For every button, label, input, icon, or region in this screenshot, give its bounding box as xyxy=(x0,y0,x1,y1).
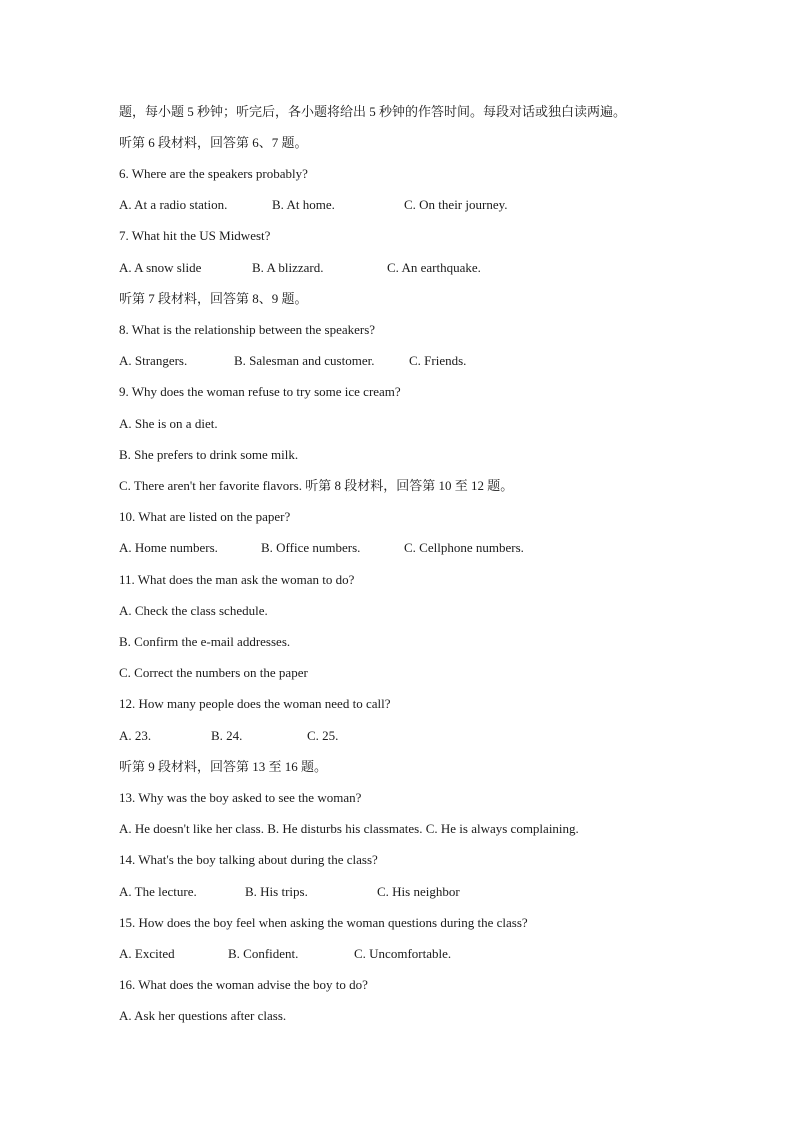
option-b: B. Confident. xyxy=(228,946,299,961)
question-16: 16. What does the woman advise the boy to do? xyxy=(119,977,368,992)
option-a: A. At a radio station. xyxy=(119,197,228,212)
option-c: C. On their journey. xyxy=(404,197,508,212)
section-heading-6: 听第 6 段材料，回答第 6、7 题。 xyxy=(119,135,308,150)
question-9: 9. Why does the woman refuse to try some ice cream? xyxy=(119,384,401,399)
option-11c: C. Correct the numbers on the paper xyxy=(119,665,308,680)
option-b: B. A blizzard. xyxy=(252,260,324,275)
option-b: B. Salesman and customer. xyxy=(234,353,375,368)
option-b: B. His trips. xyxy=(245,884,308,899)
option-9c-and-section-heading-8: C. There aren't her favorite flavors. 听第 8 段材料，回答第 10 至 12 题。 xyxy=(119,478,514,493)
option-b: B. 24. xyxy=(211,728,243,743)
option-a: A. Strangers. xyxy=(119,353,188,368)
option-b: B. At home. xyxy=(272,197,335,212)
option-c: C. Cellphone numbers. xyxy=(404,540,524,555)
option-9b: B. She prefers to drink some milk. xyxy=(119,447,299,462)
option-c: C. An earthquake. xyxy=(387,260,481,275)
question-11: 11. What does the man ask the woman to do? xyxy=(119,572,355,587)
question-10: 10. What are listed on the paper? xyxy=(119,509,291,524)
option-11a: A. Check the class schedule. xyxy=(119,603,268,618)
option-a: A. A snow slide xyxy=(119,260,202,275)
question-14: 14. What's the boy talking about during the class? xyxy=(119,852,378,867)
section-heading-7: 听第 7 段材料，回答第 8、9 题。 xyxy=(119,291,308,306)
option-c: C. 25. xyxy=(307,728,339,743)
option-b: B. Office numbers. xyxy=(261,540,361,555)
question-15: 15. How does the boy feel when asking the woman questions during the class? xyxy=(119,915,528,930)
option-c: C. His neighbor xyxy=(377,884,460,899)
option-c: C. Uncomfortable. xyxy=(354,946,452,961)
option-c: C. Friends. xyxy=(409,353,467,368)
option-a: A. Excited xyxy=(119,946,175,961)
option-11b: B. Confirm the e-mail addresses. xyxy=(119,634,291,649)
question-12: 12. How many people does the woman need to call? xyxy=(119,696,391,711)
question-6: 6. Where are the speakers probably? xyxy=(119,166,308,181)
option-a: A. 23. xyxy=(119,728,152,743)
section-heading-9: 听第 9 段材料，回答第 13 至 16 题。 xyxy=(119,759,328,774)
options-row-13: A. He doesn't like her class. B. He disturbs his classmates. C. He is always complaining. xyxy=(119,821,579,836)
option-9a: A. She is on a diet. xyxy=(119,416,218,431)
option-a: A. The lecture. xyxy=(119,884,197,899)
question-13: 13. Why was the boy asked to see the woman? xyxy=(119,790,362,805)
question-7: 7. What hit the US Midwest? xyxy=(119,228,271,243)
question-8: 8. What is the relationship between the speakers? xyxy=(119,322,376,337)
option-16a: A. Ask her questions after class. xyxy=(119,1008,287,1023)
instruction-continuation: 题，每小题 5 秒钟；听完后，各小题将给出 5 秒钟的作答时间。每段对话或独白读两遍。 xyxy=(119,104,627,119)
option-a: A. Home numbers. xyxy=(119,540,218,555)
